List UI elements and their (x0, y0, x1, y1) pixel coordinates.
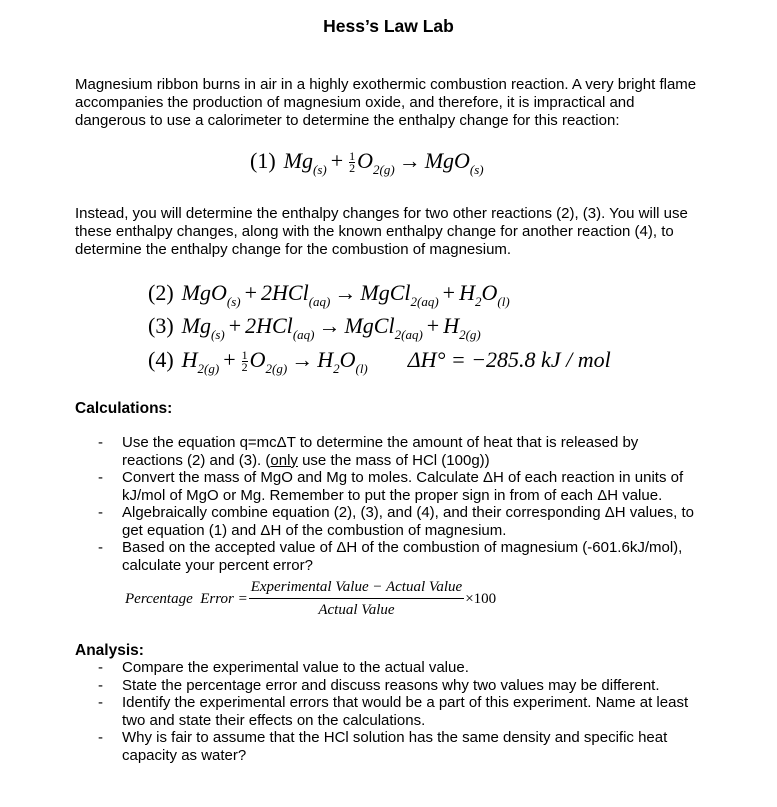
underlined-text: only (270, 451, 298, 469)
chemical-formula: MgCl (344, 313, 395, 338)
chemical-formula: H (317, 347, 334, 372)
list-item (98, 504, 698, 539)
subscript: (l) (355, 361, 368, 376)
formula-fraction (249, 579, 464, 619)
item-text: Compare the experimental value to the actual value. (122, 659, 469, 676)
subscript: 2 (474, 294, 482, 309)
item-text: Why is fair to assume that the HCl solution has the same density and specific heat capacity as water? (122, 729, 668, 764)
operator: + (223, 347, 236, 372)
item-text: Use the equation q=mcΔT to determine the amount of heat that is released by reactions (2) and (3). ( (122, 434, 639, 469)
list-item (98, 539, 698, 574)
intro-paragraph: Magnesium ribbon burns in air in a highly exothermic combustion reaction. A very bright flame accompanies the production of magnesium oxide, and therefore, it is impractical and dangerous to use a calorimeter to determine the enthalpy change for this reaction: (75, 76, 697, 129)
subscript: (l) (497, 294, 510, 309)
bullet-dash: - (98, 729, 103, 746)
page-title: Hess’s Law Lab (323, 16, 454, 36)
bullet-dash: - (98, 469, 103, 486)
subscript: 2(g) (197, 361, 220, 376)
bullet-dash: - (98, 434, 103, 451)
item-text: Algebraically combine equation (2), (3), and (4), and their corresponding ΔH values, to get equation (1) and ΔH of the combustion of magnesium. (122, 504, 694, 539)
chemical-formula: MgO (181, 280, 227, 305)
numerator: 1 (349, 149, 356, 164)
item-text: Based on the accepted value of ΔH of the combustion of magnesium (-601.6kJ/mol), calculate your percent error? (122, 539, 683, 574)
equation-2 (148, 280, 510, 310)
chemical-formula: MgO (424, 148, 470, 173)
item-text: State the percentage error and discuss reasons why two values may be different. (122, 676, 660, 694)
list-item (98, 694, 698, 729)
subscript: (aq) (292, 327, 315, 342)
operator: + (228, 313, 242, 338)
formula-numerator: Experimental Value − Actual Value (249, 579, 464, 599)
operator: + (244, 280, 258, 305)
calculations-heading: Calculations: (75, 400, 173, 417)
subscript: 2(g) (459, 327, 481, 342)
enthalpy-value: ΔH° = −285.8 kJ / mol (407, 347, 611, 372)
subscript: 2(g) (265, 361, 288, 376)
operator: → (318, 313, 341, 338)
fraction (349, 151, 355, 174)
item-text: use the mass of HCl (100g)) (297, 451, 490, 469)
operator: + (330, 148, 344, 173)
chemical-formula: H (443, 313, 460, 338)
numerator: 1 (241, 348, 248, 363)
chemical-formula: Mg (181, 313, 211, 338)
equation-3 (148, 313, 481, 343)
subscript: 2(aq) (394, 327, 423, 342)
equation-1 (250, 148, 484, 178)
formula-times: ×100 (465, 590, 497, 607)
formula-denominator: Actual Value (318, 602, 395, 618)
list-item (98, 434, 698, 469)
chemical-formula: O (249, 347, 266, 372)
operator: + (426, 313, 440, 338)
chemical-formula: O (339, 347, 356, 372)
chemical-formula: MgCl (360, 280, 411, 305)
chemical-formula: H (181, 347, 198, 372)
operator: → (398, 148, 421, 173)
subscript: (s) (226, 294, 241, 309)
list-item (98, 677, 698, 695)
subscript: 2(aq) (410, 294, 439, 309)
subscript: 2 (333, 361, 340, 376)
item-text: Convert the mass of MgO and Mg to moles. Calculate ΔH of each reaction in units of kJ/mol of MgO or Mg. Remember to put the proper sign in from of each ΔH value. (122, 469, 684, 504)
analysis-list (98, 659, 698, 764)
chemical-formula: 2HCl (245, 313, 293, 338)
list-item (98, 729, 698, 764)
chemical-formula: 2HCl (261, 280, 309, 305)
operator: + (442, 280, 456, 305)
equation-4 (148, 347, 611, 377)
bullet-dash: - (98, 694, 103, 711)
bullet-dash: - (98, 504, 103, 521)
chemical-formula: Mg (283, 148, 313, 173)
chemical-formula: O (357, 148, 374, 173)
list-item (98, 659, 698, 677)
formula-lhs: Percentage Error = (125, 590, 248, 607)
equation-number: (2) (148, 280, 174, 305)
method-paragraph: Instead, you will determine the enthalpy changes for two other reactions (2), (3). You will use these enthalpy changes, along with the known enthalpy change for another reaction (4), to determine the enthalpy change for the combustion of magnesium. (75, 205, 688, 258)
denominator: 2 (241, 360, 248, 375)
analysis-heading: Analysis: (75, 642, 144, 659)
percent-error-formula (125, 579, 496, 619)
chemical-formula: H (459, 280, 475, 305)
equation-number: (4) (148, 347, 174, 372)
list-item (98, 469, 698, 504)
chemical-formula: O (481, 280, 498, 305)
denominator: 2 (349, 161, 356, 176)
operator: → (334, 280, 357, 305)
bullet-dash: - (98, 539, 103, 556)
subscript: (aq) (308, 294, 331, 309)
subscript: (s) (469, 162, 484, 177)
equation-number: (1) (250, 148, 276, 173)
subscript: (s) (210, 327, 225, 342)
bullet-dash: - (98, 659, 103, 676)
bullet-dash: - (98, 676, 103, 694)
operator: → (291, 347, 314, 372)
item-text: Identify the experimental errors that would be a part of this experiment. Name at least two and state their effects on the calculations. (122, 694, 689, 729)
equation-number: (3) (148, 313, 174, 338)
subscript: (s) (312, 162, 327, 177)
calculations-list (98, 434, 698, 574)
fraction (242, 350, 248, 373)
subscript: 2(g) (373, 162, 395, 177)
